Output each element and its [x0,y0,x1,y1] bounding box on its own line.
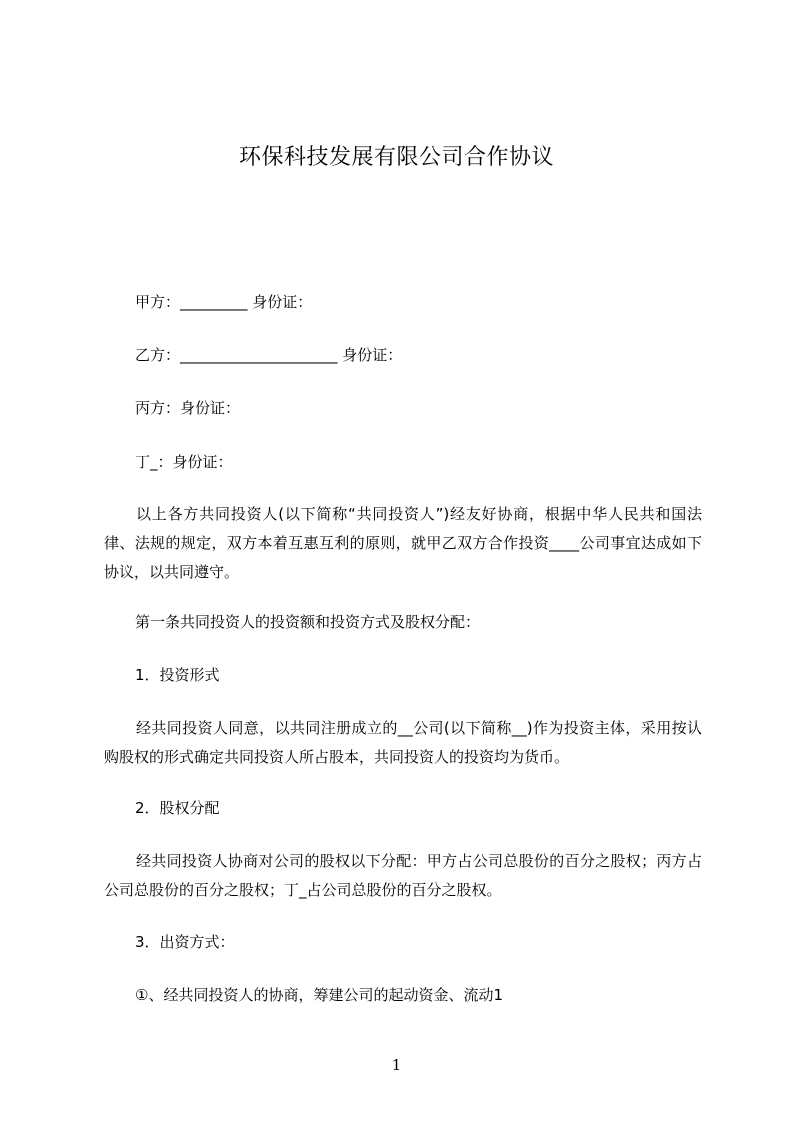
party-a-blank: _________ [180,293,248,311]
party-b-blank: _____________________ [180,346,338,364]
party-d-line: 丁_：身份证： [135,453,233,471]
party-b-line [135,345,402,365]
page-number: 1 [391,1056,402,1074]
party-b-id-label: 身份证： [342,346,403,364]
section-2-body: 经共同投资人协商对公司的股权以下分配：甲方占公司总股份的百分之股权；丙方占公司总股份的百分之股权；丁_占公司总股份的百分之股权。 [104,852,702,899]
party-a-id-label: 身份证： [252,293,313,311]
article-1-heading: 第一条共同投资人的投资额和投资方式及股权分配： [135,613,481,631]
document-title: 环保科技发展有限公司合作协议 [238,145,554,170]
party-b-label: 乙方： [135,346,181,364]
party-a-label: 甲方： [135,293,181,311]
section-3-heading: 3．出资方式： [135,933,235,951]
section-1-body: 经共同投资人同意，以共同注册成立的__公司(以下简称__)作为投资主体，采用按认购股权的形式确定共同投资人所占股本，共同投资人的投资均为货币。 [104,719,702,766]
section-2-heading: 2．股权分配 [135,799,220,817]
party-c-line: 丙方：身份证： [135,399,241,417]
item-1-text: ①、经共同投资人的协商，筹建公司的起动资金、流动1 [135,986,503,1004]
section-1-heading: 1．投资形式 [135,666,220,684]
party-a-line [135,292,312,312]
intro-paragraph: 以上各方共同投资人(以下简称“共同投资人”)经友好协商，根据中华人民共和国法律、法规的规定，双方本着互惠互利的原则，就甲乙双方合作投资____公司事宜达成如下协议，以共同遵守。 [104,505,702,581]
